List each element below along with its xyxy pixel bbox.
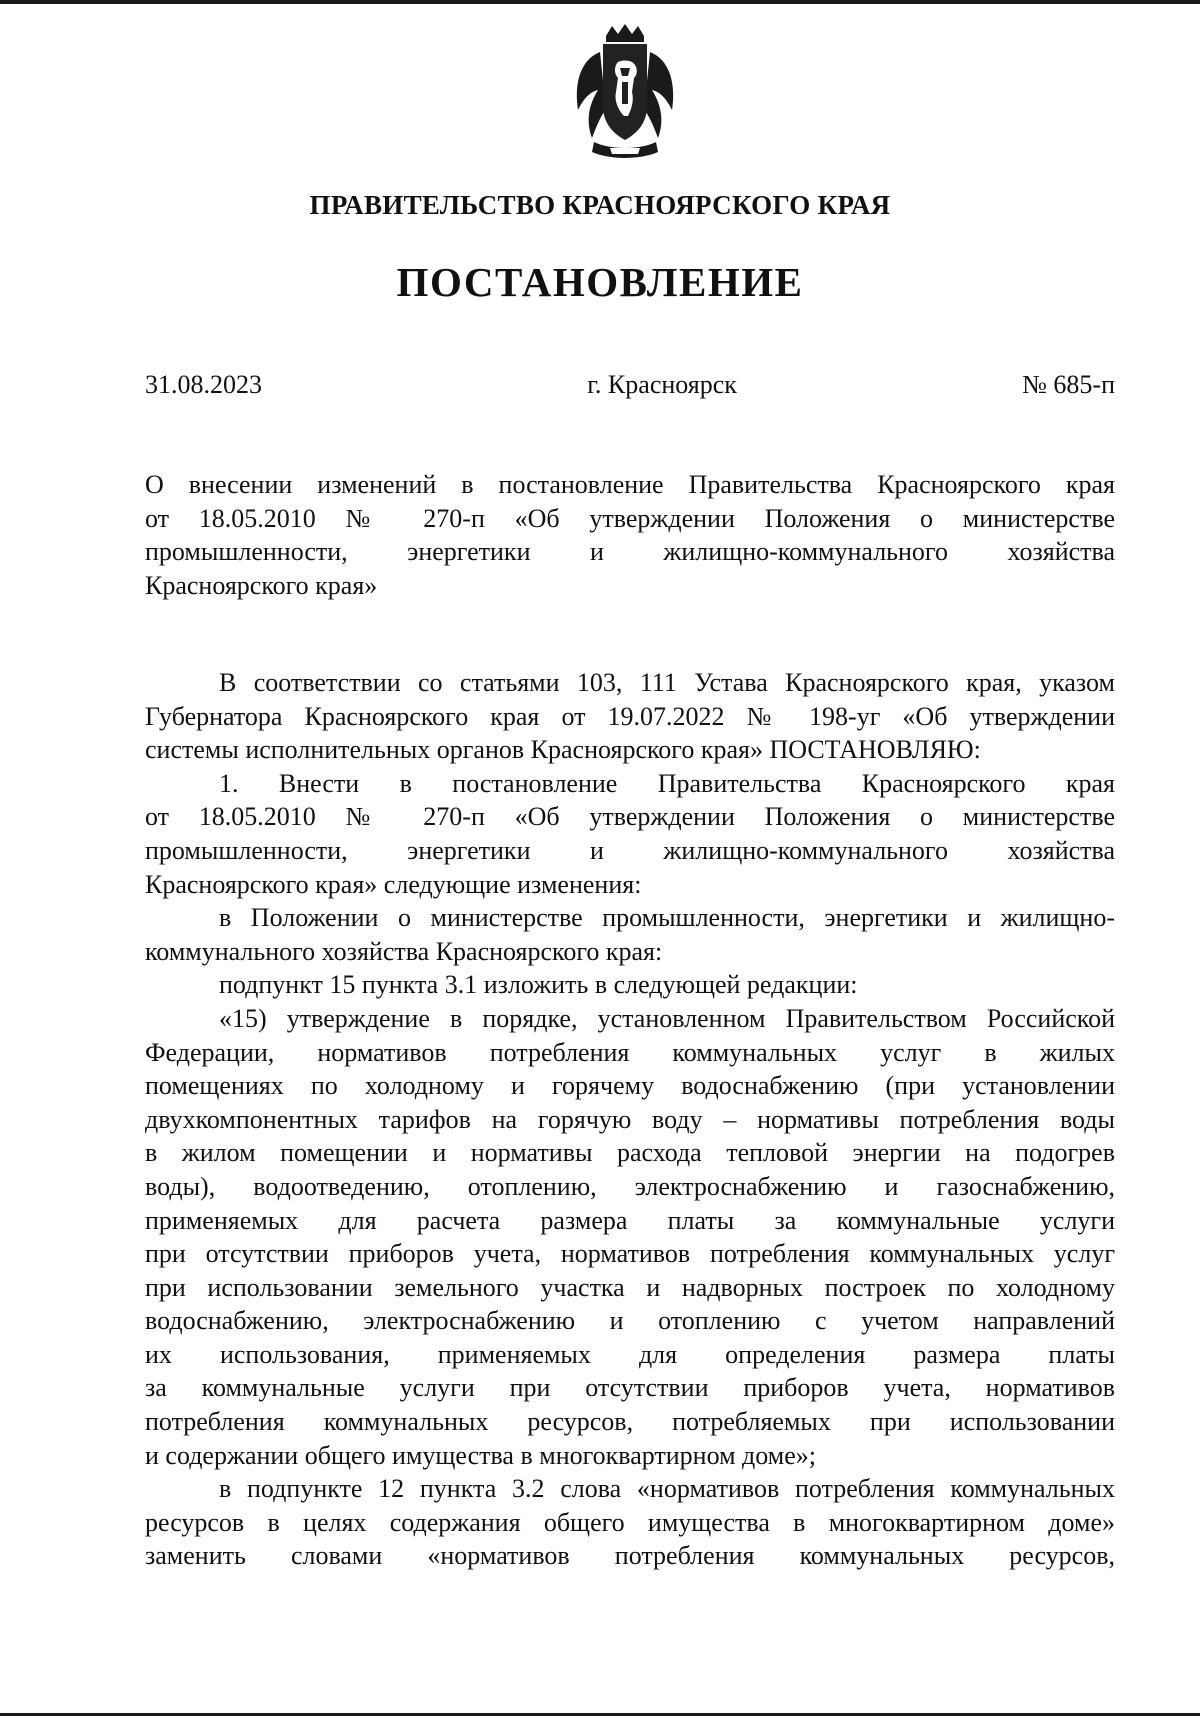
body-line: потребления коммунальных ресурсов, потребляемых при использовании bbox=[145, 1407, 1115, 1437]
heading-line: промышленности, энергетики и жилищно-коммунального хозяйства bbox=[145, 537, 1115, 567]
body-line: промышленности, энергетики и жилищно-коммунального хозяйства bbox=[145, 835, 1115, 865]
body-line: «15) утверждение в порядке, установленном Правительством Российской bbox=[219, 1003, 1115, 1033]
body-line: и содержании общего имущества в многоквартирном доме»; bbox=[145, 1440, 816, 1470]
coat-of-arms-emblem bbox=[570, 22, 680, 164]
body-line: от 18.05.2010 № 270-п «Об утверждении Положения о министерстве bbox=[145, 802, 1115, 832]
heading-line: от 18.05.2010 № 270-п «Об утверждении Положения о министерстве bbox=[145, 503, 1115, 533]
document-heading bbox=[145, 468, 1115, 602]
body-line: их использования, применяемых для определения размера платы bbox=[145, 1339, 1115, 1369]
body-line: 1. Внести в постановление Правительства Красноярского края bbox=[219, 768, 1115, 798]
body-line: заменить словами «нормативов потребления коммунальных ресурсов, bbox=[145, 1541, 1115, 1571]
body-line: Губернатора Красноярского края от 19.07.2022 № 198-уг «Об утверждении bbox=[145, 701, 1115, 731]
body-line: помещениях по холодному и горячему водоснабжению (при установлении bbox=[145, 1071, 1115, 1101]
body-line: водоснабжению, электроснабжению и отоплению с учетом направлений bbox=[145, 1306, 1115, 1336]
document-date: 31.08.2023 bbox=[145, 370, 262, 399]
government-title: ПРАВИТЕЛЬСТВО КРАСНОЯРСКОГО КРАЯ bbox=[309, 190, 891, 220]
body-line: В соответствии со статьями 103, 111 Устава Красноярского края, указом bbox=[219, 668, 1115, 697]
body-line: подпункт 15 пункта 3.1 изложить в следующей редакции: bbox=[219, 970, 858, 1000]
body-line: Федерации, нормативов потребления коммунальных услуг в жилых bbox=[145, 1037, 1115, 1067]
heading-line: Красноярского края» bbox=[145, 570, 378, 600]
heading-line: О внесении изменений в постановление Правительства Красноярского края bbox=[145, 470, 1115, 499]
body-line: в жилом помещении и нормативы расхода тепловой энергии на подогрев bbox=[145, 1138, 1115, 1168]
body-line: в подпункте 12 пункта 3.2 слова «нормативов потребления коммунальных bbox=[219, 1474, 1115, 1504]
body-line: при использовании земельного участка и надворных построек по холодному bbox=[145, 1272, 1115, 1302]
body-line: применяемых для расчета размера платы за коммунальные услуги bbox=[145, 1205, 1115, 1235]
document-city: г. Красноярск bbox=[587, 370, 737, 399]
document-type-title: ПОСТАНОВЛЕНИЕ bbox=[396, 259, 804, 305]
document-meta-row bbox=[145, 370, 1115, 400]
body-line: воды), водоотведению, отоплению, электроснабжению и газоснабжению, bbox=[145, 1171, 1115, 1201]
body-line: Красноярского края» следующие изменения: bbox=[145, 869, 642, 899]
body-line: коммунального хозяйства Красноярского края: bbox=[145, 936, 663, 966]
document-number: № 685-п bbox=[1022, 370, 1115, 399]
body-line: в Положении о министерстве промышленности, энергетики и жилищно- bbox=[219, 903, 1115, 933]
body-line: при отсутствии приборов учета, нормативов потребления коммунальных услуг bbox=[145, 1239, 1115, 1269]
body-line: ресурсов в целях содержания общего имущества в многоквартирном доме» bbox=[145, 1507, 1115, 1537]
body-line: двухкомпонентных тарифов на горячую воду – нормативы потребления воды bbox=[145, 1104, 1115, 1134]
body-line: системы исполнительных органов Красноярского края» ПОСТАНОВЛЯЮ: bbox=[145, 735, 981, 765]
document-body bbox=[145, 666, 1115, 1573]
body-line: за коммунальные услуги при отсутствии приборов учета, нормативов bbox=[145, 1373, 1115, 1403]
scan-top-edge bbox=[0, 0, 1200, 4]
